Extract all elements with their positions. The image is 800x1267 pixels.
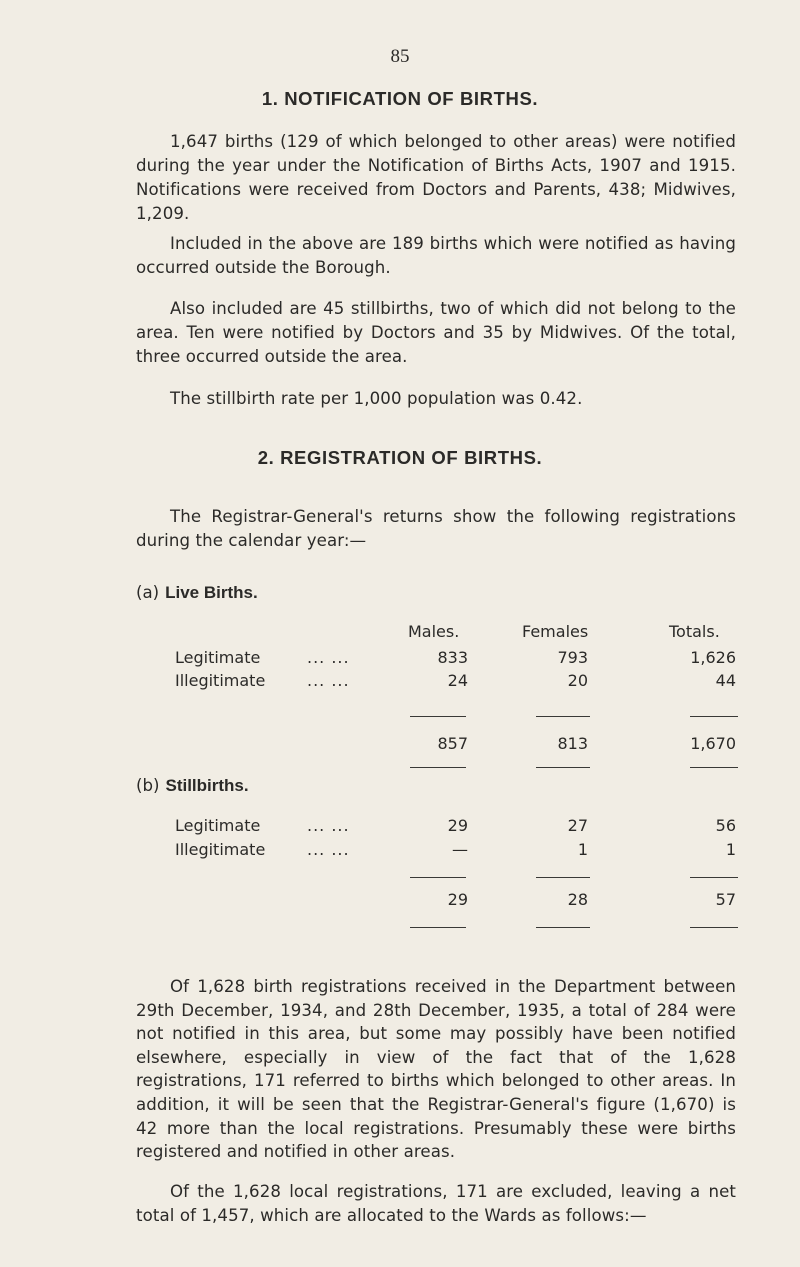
section1-paragraph-1: 1,647 births (129 of which belonged to other areas) were notified during the year under the Notification of Births Acts, 1907 and 1915. Notifications were received from Doctors and Parents, 438; Midwives, 1,209. (136, 132, 736, 223)
cell-males: 29 (447, 816, 468, 835)
stillbirths-title: Stillbirths. (165, 776, 249, 795)
cell-totals: 1,626 (690, 648, 736, 667)
page-number: 85 (390, 46, 410, 67)
cell-totals: 56 (715, 816, 736, 835)
total-rule (536, 716, 590, 717)
total-rule (410, 767, 466, 768)
cell-females: 20 (567, 671, 588, 690)
stillbirths-heading (136, 776, 249, 796)
cell-females: 27 (567, 816, 588, 835)
row-label: Legitimate ... ... (175, 816, 350, 835)
section2-intro: The Registrar-General's returns show the following registrations during the calendar year:— (136, 507, 736, 550)
live-births-label: (a) (136, 583, 160, 602)
total-rule (410, 716, 466, 717)
total-rule (536, 877, 590, 878)
total-rule (690, 927, 738, 928)
total-totals: 1,670 (690, 734, 736, 753)
total-rule (410, 877, 466, 878)
section1-paragraph-2: Included in the above are 189 births which were notified as having occurred outside the Borough. (136, 234, 736, 277)
section1-heading: 1. NOTIFICATION OF BIRTHS. (261, 88, 539, 109)
total-rule (536, 927, 590, 928)
section2-paragraph-1: Of 1,628 birth registrations received in the Department between 29th December, 1934, and 28th December, 1935, a total of 284 were not notified in this area, but some may possibly have been notified elsewhere, especially in view of the fact that of the 1,628 registrations, 171 referred to births which belonged to other areas. In addition, it will be seen that the Registrar-General's figure (1,670) is 42 more than the local registrations. Presumably these were births registered and notified in other areas. (136, 977, 736, 1162)
cell-males: 24 (447, 671, 468, 690)
total-rule (690, 877, 738, 878)
section1-paragraph-3: Also included are 45 stillbirths, two of which did not belong to the area. Ten were notified by Doctors and 35 by Midwives. Of the total, three occurred outside the area. (136, 299, 736, 366)
total-males: 857 (437, 734, 468, 753)
cell-females: 793 (557, 648, 588, 667)
total-rule (536, 767, 590, 768)
cell-females: 1 (577, 840, 588, 859)
total-females: 813 (557, 734, 588, 753)
total-rule (690, 767, 738, 768)
column-header-totals: Totals. (669, 622, 720, 641)
cell-totals: 1 (725, 840, 736, 859)
column-header-females: Females (522, 622, 589, 641)
stillbirths-label: (b) (136, 776, 160, 795)
cell-males: — (452, 840, 468, 859)
live-births-title: Live Births. (165, 583, 258, 602)
section1-paragraph-4: The stillbirth rate per 1,000 population was 0.42. (170, 389, 583, 408)
section2-paragraph-2: Of the 1,628 local registrations, 171 are excluded, leaving a net total of 1,457, which are allocated to the Wards as follows:— (136, 1182, 736, 1225)
total-totals: 57 (715, 890, 736, 909)
row-label: Illegitimate ... ... (175, 840, 350, 859)
total-rule (690, 716, 738, 717)
row-label: Legitimate ... ... (175, 648, 350, 667)
section2-heading: 2. REGISTRATION OF BIRTHS. (257, 447, 543, 468)
row-label: Illegitimate ... ... (175, 671, 350, 690)
live-births-heading (136, 583, 258, 603)
column-header-males: Males. (408, 622, 460, 641)
cell-males: 833 (437, 648, 468, 667)
total-rule (410, 927, 466, 928)
total-females: 28 (567, 890, 588, 909)
cell-totals: 44 (715, 671, 736, 690)
total-males: 29 (447, 890, 468, 909)
